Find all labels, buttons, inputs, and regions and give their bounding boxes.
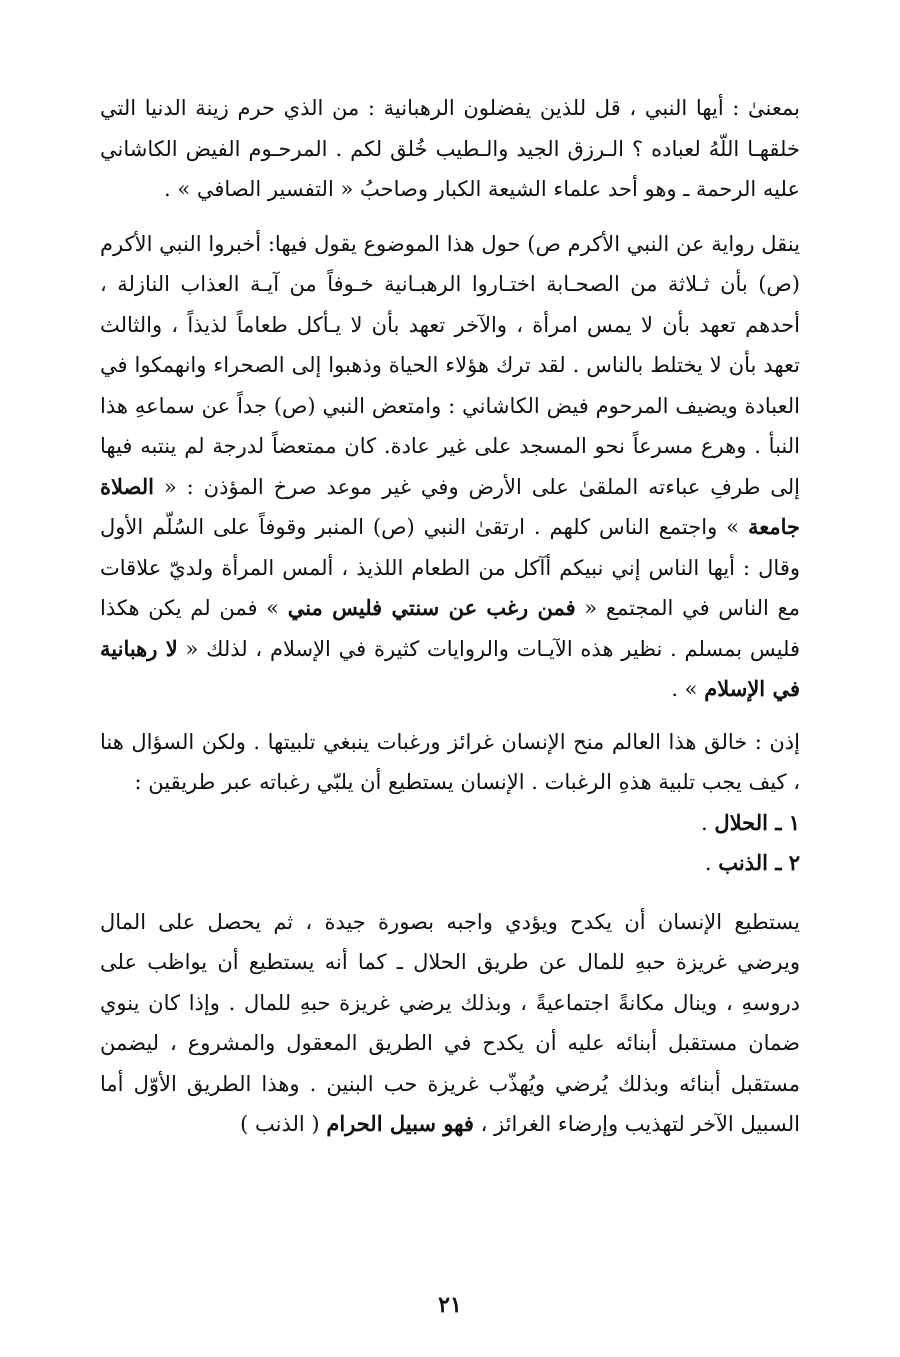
list-item-end: .: [704, 851, 719, 875]
paragraph-4-text-1: يستطيع الإنسان أن يكدح ويؤدي واجبه بصورة جيدة ، ثم يحصل على المال ويرضي غريزة حبهِ للمال عن طريق الحلال ـ كما أنه يستطيع أن يواظب على دروسهِ ، وينال مكانةً اجتماعيةً ، وبذلك يرضي غريزة حبهِ للمال . وإذا كان ينوي ضمان مستقبل أبنائه عليه أن يكدح في الطريق المعقول والمشروع ، ليضمن مستقبل أبنائه وبذلك يُرضي ويُهذّب غريزة حب البنين . وهذا الطريق الأوّل أما السبيل الآخر لتهذيب وإرضاء الغرائز ،: [100, 909, 800, 1136]
paragraph-2-text-4: » .: [671, 677, 705, 701]
paragraph-2-text-1: ينقل رواية عن النبي الأكرم ص) حول هذا الموضوع يقول فيها: أخبروا النبي الأكرم (ص) بأن ثـلاثة من الصحـابة اختـاروا الرهبـانية خـوفاً من آيـة العذاب النازلة ، أحدهم تعهد بأن لا يمس امرأة ، والآخر تعهد بأن لا يـأكل طعاماً لذيذاً ، والثالث تعهد بأن لا يختلط بالناس . لقد ترك هؤلاء الحياة وذهبوا إلى الصحراء وانهمكوا في العبادة ويضيف المرحوم فيض الكاشاني : وامتعض النبي (ص) جداً عن سماعهِ هذا النبأ . وهرع مسرعاً نحو المسجد على غير عادة. كان ممتعضاً لدرجة لم ينتبه فيها إلى طرفِ عباءته الملقىٰ على الأرض وفي غير موعد صرخ المؤذن : «: [100, 231, 800, 499]
paragraph-2: [100, 224, 800, 710]
paragraph-4-text-2: ( الذنب ): [240, 1112, 327, 1136]
paragraph-2-bold-3: لا رهبانية في الإسلام: [100, 635, 800, 701]
paragraph-1: بمعنىٰ : أيها النبي ، قل للذين يفضلون الرهبانية : من الذي حرم زينة الدنيا التي خلقهـا اللّهُ لعباده ؟ الـرزق الجيد والـطيب خُلق لكم . المرحـوم الفيض الكاشاني عليه الرحمة ـ وهو أحد علماء الشيعة الكبار وصاحبُ « التفسير الصافي » .: [100, 96, 800, 201]
list-item-end: .: [701, 810, 715, 835]
page-body: [100, 88, 800, 1145]
page-number: ٢١: [438, 1292, 462, 1318]
paragraph-2-text-3: » فمن لم يكن هكذا فليس بمسلم . نظير هذه الآيـات والروايات كثيرة في الإسلام ، لذلك «: [100, 596, 800, 661]
paragraph-4: [100, 902, 800, 1145]
paragraph-2-bold-2: فمن رغب عن سنتي فليس مني: [287, 595, 576, 620]
list-item-label: الذنب: [718, 850, 768, 875]
paragraph-4-bold-1: فهو سبيل الحرام: [326, 1111, 474, 1136]
list-item-number: ٢ ـ: [767, 850, 800, 875]
list-item-number: ١ ـ: [767, 809, 800, 835]
list-item-halal: [100, 803, 800, 844]
paragraph-3: إذن : خالق هذا العالم منح الإنسان غرائز ورغبات ينبغي تلبيتها . ولكن السؤال هنا ، كيف يجب تلبية هذهِ الرغبات . الإنسان يستطيع أن يلبّي رغباته عبر طريقين :: [100, 729, 800, 794]
list-item-label: الحلال: [714, 809, 768, 835]
list-item-sin: [100, 843, 800, 884]
paragraph-2-bold-1: الصلاة جامعة: [100, 473, 800, 539]
paragraph-2-text-2: » واجتمع الناس كلهم . ارتقىٰ النبي (ص) المنبر وقوفاً على السُلّم الأول وقال : أيها الناس إني نبيكم أآكل من الطعام اللذيذ ، ألمس المرأة ولديّ علاقات مع الناس في المجتمع «: [100, 515, 800, 620]
